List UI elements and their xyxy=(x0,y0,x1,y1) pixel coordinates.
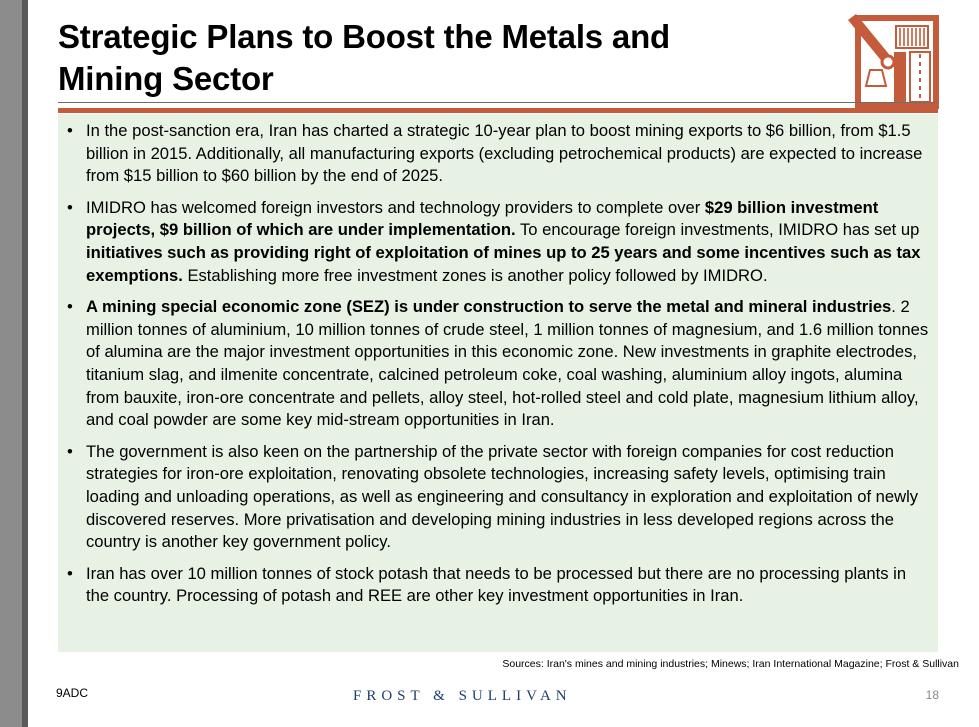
bullet-text: Iran has over 10 million tonnes of stock potash that needs to be processed but there are no processing plants in the country. Processing of potash and REE are other key investment opportunities in Iran. xyxy=(86,563,907,606)
footer-code: 9ADC xyxy=(56,686,89,700)
brand-wordmark: FROST & SULLIVAN xyxy=(353,688,572,704)
bullet-dot: • xyxy=(67,197,73,217)
bullet-text: IMIDRO has welcomed foreign investors and technology providers to complete over xyxy=(86,197,705,217)
bullet-text-bold: $29 billion investment projects, $9 billion of which are under implementation. xyxy=(86,197,879,240)
bullet-dot: • xyxy=(67,121,73,140)
page-number: 18 xyxy=(925,688,939,702)
bullet-text-bold: initiatives such as providing right of exploitation of mines up to 25 years and some incentives such as tax exemptions. xyxy=(86,242,921,285)
bullet-item xyxy=(58,563,938,608)
bullet-text: The government is also keen on the partnership of the private sector with foreign companies for cost reduction strategies for iron-ore exploitation, renovating obsolete technologies, increasing safety levels, optimising train loading and unloading operations, as well as engineering and consultancy in exploration and exploitation of newly discovered reserves. More privatisation and developing mining industries in less developed regions across the country is another key government policy. xyxy=(86,441,919,552)
content-panel xyxy=(58,114,938,652)
bullet-text: . 2 million tonnes of aluminium, 10 million tonnes of crude steel, 1 million tonnes of magnesium, and 1.6 million tonnes of alumina are the major investment opportunities in this economic zone. New investments in graphite electrodes, titanium slag, and ilmenite concentrate, calcined petroleum coke, coal washing, aluminium alloy ingots, alumina from bauxite, iron-ore concentrate and pellets, alloy steel, hot-rolled steel and cold plate, magnesium lithium alloy, and coal powder are some key mid-stream opportunities in Iran. xyxy=(86,297,929,430)
title-accent-bar xyxy=(58,108,938,113)
sources-note: Sources: Iran's mines and mining industries; Minews; Iran International Magazine; Frost & Sullivan xyxy=(502,658,959,670)
bullet-item xyxy=(58,296,938,432)
title-divider xyxy=(58,102,938,103)
bullet-text: Establishing more free investment zones is another policy followed by IMIDRO. xyxy=(182,265,768,285)
bullet-item xyxy=(58,120,938,188)
title-line-2: Mining Sector xyxy=(58,60,274,97)
bullet-text: To encourage foreign investments, IMIDRO has set up xyxy=(515,220,920,240)
mining-industry-icon xyxy=(844,12,940,110)
bullet-text: In the post-sanction era, Iran has charted a strategic 10-year plan to boost mining exports to $6 billion, from $1.5 billion in 2015. Additionally, all manufacturing exports (excluding petrochemical products) are expected to increase from $15 billion to $60 billion by the end of 2025. xyxy=(86,121,923,186)
page-title xyxy=(58,16,778,100)
bullet-list xyxy=(58,120,938,617)
slide xyxy=(28,0,979,727)
bullet-dot: • xyxy=(67,297,73,317)
bullet-item xyxy=(58,197,938,287)
title-line-1: Strategic Plans to Boost the Metals and xyxy=(58,18,670,55)
bullet-text-bold: A mining special economic zone (SEZ) is under construction to serve the metal and mineral industries xyxy=(86,297,892,317)
bullet-item xyxy=(58,441,938,554)
bullet-dot: • xyxy=(67,563,73,583)
bullet-dot: • xyxy=(67,441,73,461)
